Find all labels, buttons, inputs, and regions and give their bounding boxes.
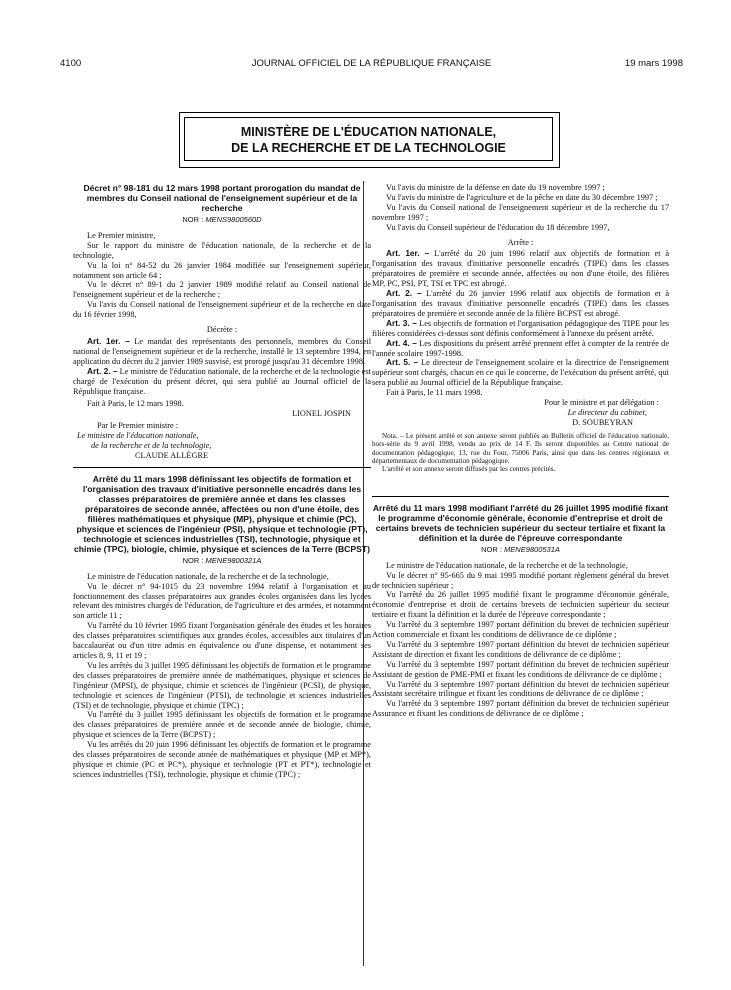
arrete-para: Vu l'avis du Conseil supérieur de l'éducation du 18 décembre 1997, [386,222,610,232]
article-label: Art. 2. – [87,365,118,376]
par-line: Par le Premier ministre : [97,421,179,431]
minister-role-2: de la recherche et de la technologie, [91,441,212,451]
decree-para: Vu le décret n° 89-1 du 2 janvier 1989 modifié relatif au Conseil national de l'enseignement supérieur et de la recherche ; [73,280,371,300]
section-rule [372,496,669,497]
decree-fait: Fait à Paris, le 12 mars 1998. [87,399,184,409]
article-label: Art. 5. – [386,357,419,368]
nor-label: NOR : [182,555,204,565]
arrete2-para: Vu l'arrêté du 26 juillet 1995 modifié fixant le programme d'économie générale, économie d'entreprise et droit de certains brevets de technicien supérieur du secteur tertiaire et fixant la définition et la durée de l'épreuve correspondante ; [372,590,669,620]
arrete2-title: Arrêté du 11 mars 1998 modifiant l'arrêté du 26 juillet 1995 modifié fixant le programme d'économie générale, économie d'entreprise et droit de certains brevets de technicien supérieur du secteur tertiaire et fixant la définition et la durée de l'épreuve correspondante [372,502,669,543]
decree-article-2 [73,367,371,397]
nor-label: NOR : [481,544,502,554]
arrete2-para: Vu l'arrêté du 3 septembre 1997 portant définition du brevet de technicien supérieur Assistant de direction et fixant les conditions de délivrance de ce diplôme ; [372,639,669,659]
signature-director: D. SOUBEYRAN [572,417,633,427]
arrete-para: Vu l'avis du Conseil national de l'enseignement supérieur et de la recherche du 17 novembre 1997 ; [372,202,669,222]
decree-para: Le Premier ministre, [87,230,156,240]
arrete-para: Vu les arrêtés du 3 juillet 1995 définissant les objectifs de formation et le programme des classes préparatoires de première année de mathématiques, physique et sciences de l'ingénieur (MPSI), de physique, chimie et sciences de l'ingénieur (PCSI), de physique, technologie et sciences de l'ingénieur (PTSI), de technologie et sciences industrielles (TSI) et de technologie, physique et chimie (TPC) ; [73,660,371,710]
arrete-article-5 [372,358,669,388]
arrete2-para: Vu l'arrêté du 3 septembre 1997 portant définition du brevet de technicien supérieur Assistant secrétaire trilingue et fixant les conditions de délivrance de ce diplôme ; [372,679,669,699]
nota-text-2: L'arrêté et son annexe seront diffusés par les centres précités. [382,465,556,474]
arrete-article-4 [372,339,669,359]
ministry-heading [184,117,553,161]
arrete2-para: Vu l'arrêté du 3 septembre 1997 portant définition du brevet de technicien supérieur Assurance et fixant les conditions de délivrance de ce diplôme ; [372,699,669,719]
section-rule [73,467,371,468]
decree-para: Vu la loi n° 84-52 du 26 janvier 1984 modifiée sur l'enseignement supérieur, notamment son article 64 ; [73,260,371,280]
journal-title: JOURNAL OFFICIEL DE LA RÉPUBLIQUE FRANÇAISE [251,58,492,69]
arrete-heading: Arrête : [507,237,534,247]
arrete-fait: Fait à Paris, le 11 mars 1998. [386,388,483,398]
arrete2-para: Vu l'arrêté du 3 septembre 1997 portant définition du brevet de technicien supérieur Action commerciale et fixant les conditions de délivrance de ce diplôme ; [372,620,669,640]
arrete2-para: Vu le décret n° 95-665 du 9 mai 1995 modifié portant règlement général du brevet de technicien supérieur ; [372,570,669,590]
arrete2-para: Le ministre de l'éducation nationale, de la recherche et de la technologie, [386,560,628,570]
arrete-para: Vu l'avis du ministre de la défense en date du 19 novembre 1997 ; [386,183,605,192]
arrete-article-1 [372,249,669,289]
arrete-para: Vu l'avis du ministre de l'agriculture et de la pêche en date du 30 décembre 1997 ; [386,192,658,202]
minister-role-1: Le ministre de l'éducation nationale, [77,431,199,441]
decree-para: Vu l'avis du Conseil national de l'enseignement supérieur et de la recherche en date du 16 février 1998, [73,300,371,320]
nor-code: MENE9800321A [205,555,262,565]
article-text: Le ministre de l'éducation nationale, de la recherche et de la technologie est chargé de l'exécution du présent décret, qui sera publié au Journal officiel de la République française. [73,366,371,396]
arrete-article-3 [372,319,669,339]
nor-label: NOR : [182,215,204,224]
decree-nor [73,215,371,225]
nor-code: MENS9800560D [205,215,262,224]
article-text: L'arrêté du 26 janvier 1996 relatif aux objectifs de formation et à l'organisation des travaux d'initiative personnelle encadrés (TIPE) dans les classes préparatoires de première et seconde année de la filière BCPST est abrogé. [372,289,669,318]
article-label: Art. 3. – [386,317,417,328]
cabinet-role: Le directeur du cabinet, [567,407,647,417]
article-label: Art. 1er. – [386,248,430,259]
article-label: Art. 4. – [386,337,417,348]
article-text: L'arrêté du 20 juin 1996 relatif aux objectifs de formation et à l'organisation des travaux d'initiative personnelle encadrés (TIPE) dans les classes préparatoires de première et seconde année, affectées ou non d'une étoile, des filières MP, PC, PSI, PT, TSI et TPC est abrogé. [372,249,670,289]
arrete-para: Le ministre de l'éducation nationale, de la recherche et de la technologie, [87,571,329,581]
nota [372,432,669,474]
arrete2-para: Vu l'arrêté du 3 septembre 1997 portant définition du brevet de technicien supérieur Assistant de gestion de PME-PMI et fixant les conditions de délivrance de ce diplôme ; [372,659,669,679]
ministry-line-2: DE LA RECHERCHE ET DE LA TECHNOLOGIE [231,141,506,155]
arrete-para: Vu l'arrêté du 3 juillet 1995 définissant les objectifs de formation et le programme des classes préparatoires de première année et de seconde année de biologie, chimie, physique et sciences de la Terre (BCPST) ; [73,710,371,740]
signature-prime-minister: LIONEL JOSPIN [292,409,351,419]
arrete-title: Arrêté du 11 mars 1998 définissant les objectifs de formation et l'organisation des travaux d'initiative personnelle encadrés dans les classes préparatoires de première année et dans les classes préparatoires de seconde année, affectées ou non d'une étoile, des filières mathématiques et physique (MP), physique et chimie (PC), physique et sciences de l'ingénieur (PSI), physique et technologie (PT), technologie et sciences industrielles (TSI), technologie, physique et chimie (TPC), biologie, chimie, physique et sciences de la Terre (BCPST) [74,473,370,554]
nota-text: Nota. – Le présent arrêté et son annexe seront publiés au Bulletin officiel de l'éducation nationale, hors-série du 9 avril 1998, vendu au prix de 14 F. Ils seront disponibles au Centre national de documentation pédagogique, 13, rue du Four, 75006 Paris, ainsi que dans les centres régionaux et départementaux de documentation pédagogique. [372,431,669,465]
article-text: Le directeur de l'enseignement scolaire et la directrice de l'enseignement supérieur sont chargés, chacun en ce qui le concerne, de l'exécution du présent arrêté, qui sera publié au Journal officiel de la République française. [372,358,669,388]
decree-title: Décret n° 98-181 du 12 mars 1998 portant prorogation du mandat de membres du Conseil national de l'enseignement supérieur et de la recherche [83,183,361,213]
decree-article-1 [73,337,371,367]
arrete2-nor [372,545,669,555]
left-column [73,183,371,780]
page-number: 4100 [60,58,82,69]
pour-line: Pour le ministre et par délégation : [544,398,659,408]
arrete-article-2 [372,289,669,319]
article-label: Art. 2. – [386,288,422,299]
article-text: Les objectifs de formation et l'organisation pédagogique des TIPE pour les filières considérées ci-dessus sont définis conformément à l'annexe du présent arrêté. [372,318,670,338]
arrete-para: Vu le décret n° 94-1015 du 23 novembre 1994 relatif à l'organisation et au fonctionnement des classes préparatoires aux grandes écoles organisées dans les lycées relevant des ministres chargés de l'éducation, de l'agriculture et des armées, et notamment son article 11 ; [73,581,371,621]
ministry-line-1: MINISTÈRE DE L'ÉDUCATION NATIONALE, [240,125,497,139]
article-text: Le mandat des représentants des personnels, membres du Conseil national de l'enseignement supérieur et de la recherche, installé le 13 septembre 1994, en application du décret du 2 janvier 1989 susvisé, est prorogé jusqu'au 31 décembre 1998. [73,336,371,366]
arrete-para: Vu l'arrêté du 10 février 1995 fixant l'organisation générale des études et les horaires des classes préparatoires scientifiques aux grandes écoles, accessibles aux titulaires d'un baccalauréat ou d'un titre admis en équivalence ou d'une dispense, et notamment ses articles 8, 9, 11 et 19 ; [73,621,371,660]
decree-para: Sur le rapport du ministre de l'éducation nationale, de la recherche et de la technologie, [73,240,371,260]
issue-date: 19 mars 1998 [624,58,683,69]
article-text: Les dispositions du présent arrêté prennent effet à compter de la rentrée de l'année scolaire 1997-1998. [372,338,670,358]
nor-code: MENE9800531A [504,544,560,554]
decrete-heading: Décrète : [206,325,238,335]
arrete-nor [73,556,371,566]
article-label: Art. 1er. – [87,335,130,346]
signature-minister: CLAUDE ALLÈGRE [135,450,209,460]
right-column [372,183,669,719]
running-header [60,58,683,72]
arrete-para: Vu les arrêtés du 20 juin 1996 définissant les objectifs de formation et le programme des classes préparatoires de seconde année de mathématiques et physique (MP et MP*), physique et chimie (PC et PC*), physique et technologie (PT et PT*), technologie et sciences industrielles (TSI), technologie, physique et chimie (TPC) ; [73,740,371,779]
